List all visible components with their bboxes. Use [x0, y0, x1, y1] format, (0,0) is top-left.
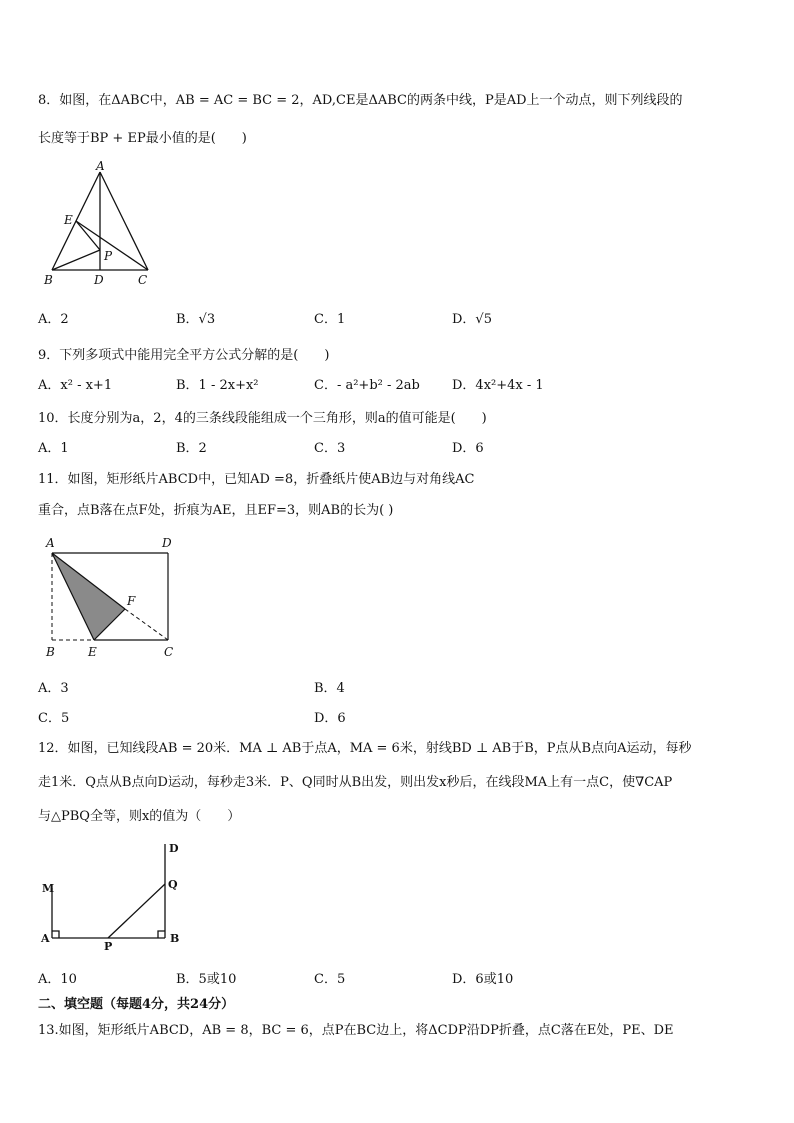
- q11-rectangle-figure: [38, 533, 188, 663]
- q11-text-line1: 11．如图，矩形纸片ABCD中，已知AD =8，折叠纸片使AB边与对角线AC: [38, 472, 475, 487]
- q11-option-d: D．6: [314, 711, 346, 726]
- q12-text-line1: 12．如图，已知线段AB = 20米．MA ⊥ AB于点A，MA = 6米，射线BD ⊥ AB于B，P点从B点向A运动，每秒: [38, 741, 692, 756]
- q8-text-line1: 8．如图，在ΔABC中，AB = AC = BC = 2，AD,CE是ΔABC的两条中线，P是AD上一个动点，则下列线段的: [38, 93, 683, 108]
- q12-label-p: P: [104, 940, 113, 953]
- q9-option-d: D．4x²+4x - 1: [452, 378, 544, 393]
- q8-label-d: D: [94, 273, 104, 287]
- q12-label-d: D: [169, 842, 179, 855]
- q9-text: 9．下列多项式中能用完全平方公式分解的是( ): [38, 348, 330, 363]
- q12-segment-figure: [38, 838, 188, 953]
- q8-label-e: E: [64, 213, 73, 227]
- q8-option-d: D．√5: [452, 312, 492, 327]
- q11-option-b: B．4: [314, 681, 345, 696]
- q8-text-line2: 长度等于BP + EP最小值的是( ): [38, 131, 247, 146]
- q12-option-a: A．10: [38, 972, 77, 987]
- q12-label-a: A: [41, 932, 50, 945]
- q11-option-c: C．5: [38, 711, 70, 726]
- q8-option-c: C．1: [314, 312, 346, 327]
- q12-option-d: D．6或10: [452, 972, 514, 987]
- q11-label-b: B: [46, 645, 55, 659]
- q8-label-c: C: [138, 273, 148, 287]
- q10-option-d: D．6: [452, 441, 484, 456]
- q8-option-b: B．√3: [176, 312, 216, 327]
- q11-label-c: C: [164, 645, 174, 659]
- q12-label-q: Q: [168, 878, 178, 891]
- q11-option-a: A．3: [38, 681, 69, 696]
- q9-option-b: B．1 - 2x+x²: [176, 378, 259, 393]
- q12-label-b: B: [170, 932, 180, 945]
- q11-label-e: E: [88, 645, 97, 659]
- q12-text-line3: 与△PBQ全等，则x的值为（ ）: [38, 809, 241, 824]
- q13-text-line1: 13.如图，矩形纸片ABCD，AB = 8，BC = 6，点P在BC边上，将ΔCDP沿DP折叠，点C落在E处，PE、DE: [38, 1023, 674, 1038]
- q12-option-b: B．5或10: [176, 972, 237, 987]
- q8-label-b: B: [44, 273, 53, 287]
- q11-text-line2: 重合，点B落在点F处，折痕为AE，且EF=3，则AB的长为( ): [38, 503, 394, 518]
- q12-label-m: M: [42, 882, 55, 895]
- q9-option-a: A．x² - x+1: [38, 378, 113, 393]
- q8-option-a: A．2: [38, 312, 69, 327]
- q10-option-a: A．1: [38, 441, 69, 456]
- q8-label-p: P: [104, 249, 113, 263]
- q8-triangle-figure: [38, 160, 168, 290]
- q10-text: 10．长度分别为a，2，4的三条线段能组成一个三角形，则a的值可能是( ): [38, 411, 487, 426]
- q10-option-b: B．2: [176, 441, 207, 456]
- section-heading-fill-in: 二、填空题（每题4分，共24分）: [38, 997, 235, 1012]
- q10-option-c: C．3: [314, 441, 346, 456]
- q12-option-c: C．5: [314, 972, 346, 987]
- q12-text-line2: 走1米．Q点从B点向D运动，每秒走3米．P、Q同时从B出发，则出发x秒后，在线段MA上有一点C，使∇CAP: [38, 775, 673, 790]
- q8-label-a: A: [96, 160, 105, 173]
- q11-label-f: F: [127, 594, 136, 608]
- q11-label-d: D: [162, 536, 172, 550]
- q11-label-a: A: [46, 536, 55, 550]
- q9-option-c: C．- a²+b² - 2ab: [314, 378, 420, 393]
